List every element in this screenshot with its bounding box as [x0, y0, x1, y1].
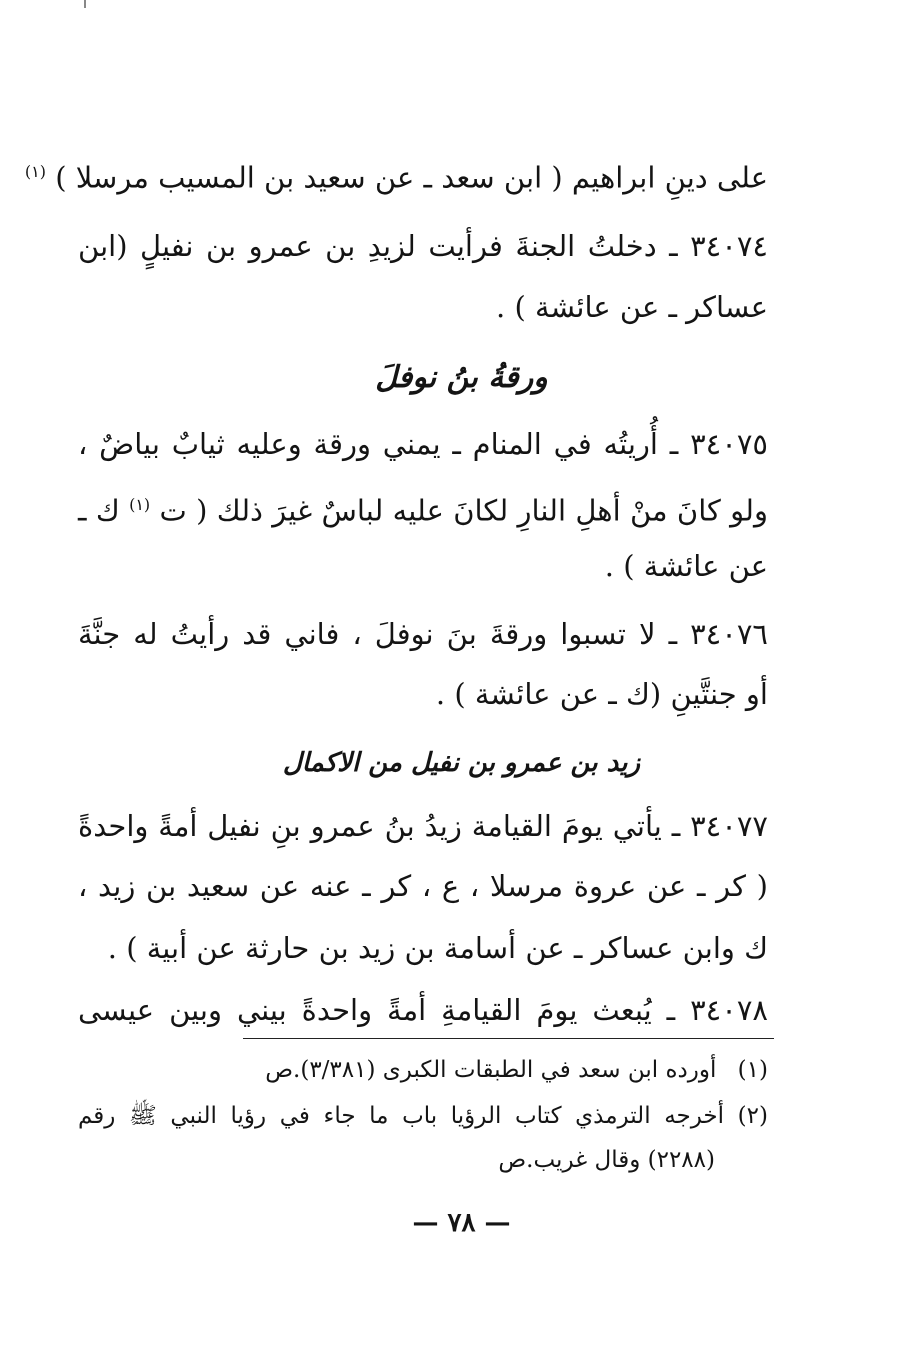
text-line-6: [78, 546, 768, 586]
line-10-text: ( كر ـ عن عروة مرسلا ، ع ، كر ـ عنه عن سعيد بن زيد ،: [78, 869, 768, 903]
line-5-text: ولو كانَ منْ أهلِ النارِ لكانَ عليه لباسٌ غيرَ ذلك ( ت: [159, 493, 768, 528]
heading-zaid: زيد بن عمرو بن نفيل من الاكمال: [282, 748, 641, 778]
scan-mark: [84, 0, 86, 8]
footnote-2-line-1: أخرجه الترمذي كتاب الرؤيا باب ما جاء في رؤيا النبي ﷺ رقم: [78, 1103, 725, 1129]
line-6-text: عن عائشة ) .: [604, 549, 768, 583]
footnote-1-number: (١): [737, 1057, 768, 1083]
footnote-2-continuation: [78, 1143, 715, 1177]
line-5-tail: ك ـ: [78, 493, 120, 528]
footnote-2: [78, 1099, 768, 1133]
text-line-12: [78, 990, 768, 1030]
footnote-ref-1: (١): [24, 162, 46, 181]
line-12-text: ٣٤٠٧٨ ـ يُبعث يومَ القيامةِ أمةً واحدةً بيني وبين عيسى: [78, 993, 768, 1027]
line-9-text: ٣٤٠٧٧ ـ يأتي يومَ القيامة زيدُ بنُ عمرو بنِ نفيل أمةً واحدةً: [78, 809, 768, 843]
footnote-ref-2: (١): [129, 495, 151, 514]
line-7-text: ٣٤٠٧٦ ـ لا تسبوا ورقةَ بنَ نوفلَ ، فاني قد رأيتُ له جنَّةَ: [78, 617, 768, 651]
text-line-8: [78, 674, 768, 714]
text-line-1: [24, 152, 768, 198]
footnote-divider: [243, 1038, 774, 1039]
text-line-5: [78, 485, 768, 531]
footnote-2-number: (٢): [737, 1103, 768, 1129]
text-line-7: [78, 614, 768, 654]
page-number: — ٧٨ —: [412, 1208, 511, 1238]
footnote-1: [78, 1053, 768, 1087]
text-line-4: [78, 424, 768, 464]
line-11-text: ك وابن عساكر ـ عن أسامة بن زيد بن حارثة عن أبية ) .: [107, 931, 768, 965]
text-line-11: [78, 928, 768, 968]
line-2-text: ٣٤٠٧٤ ـ دخلتُ الجنةَ فرأيت لزيدِ بن عمرو بن نفيلٍ (ابن: [78, 229, 768, 263]
line-3-text: عساكر ـ عن عائشة ) .: [496, 290, 768, 324]
footnote-2-line-2: (٢٢٨٨) وقال غريب.ص: [498, 1147, 715, 1173]
heading-waraqa: ورقةُ بنُ نوفلَ: [375, 360, 548, 395]
text-line-10: [78, 866, 768, 906]
text-line-3: [78, 287, 768, 327]
text-line-2: [78, 226, 768, 266]
line-1-text: على دينِ ابراهيم ( ابن سعد ـ عن سعيد بن المسيب مرسلا ): [55, 160, 768, 195]
line-8-text: أو جنتَّينِ (ك ـ عن عائشة ) .: [435, 677, 768, 711]
line-4-text: ٣٤٠٧٥ ـ أُريتُه في المنام ـ يمني ورقة وعليه ثيابٌ بياضٌ ،: [78, 427, 768, 461]
footnote-1-text: أورده ابن سعد في الطبقات الكبرى (٣/٣٨١).ص: [265, 1057, 717, 1083]
text-line-9: [78, 806, 768, 846]
